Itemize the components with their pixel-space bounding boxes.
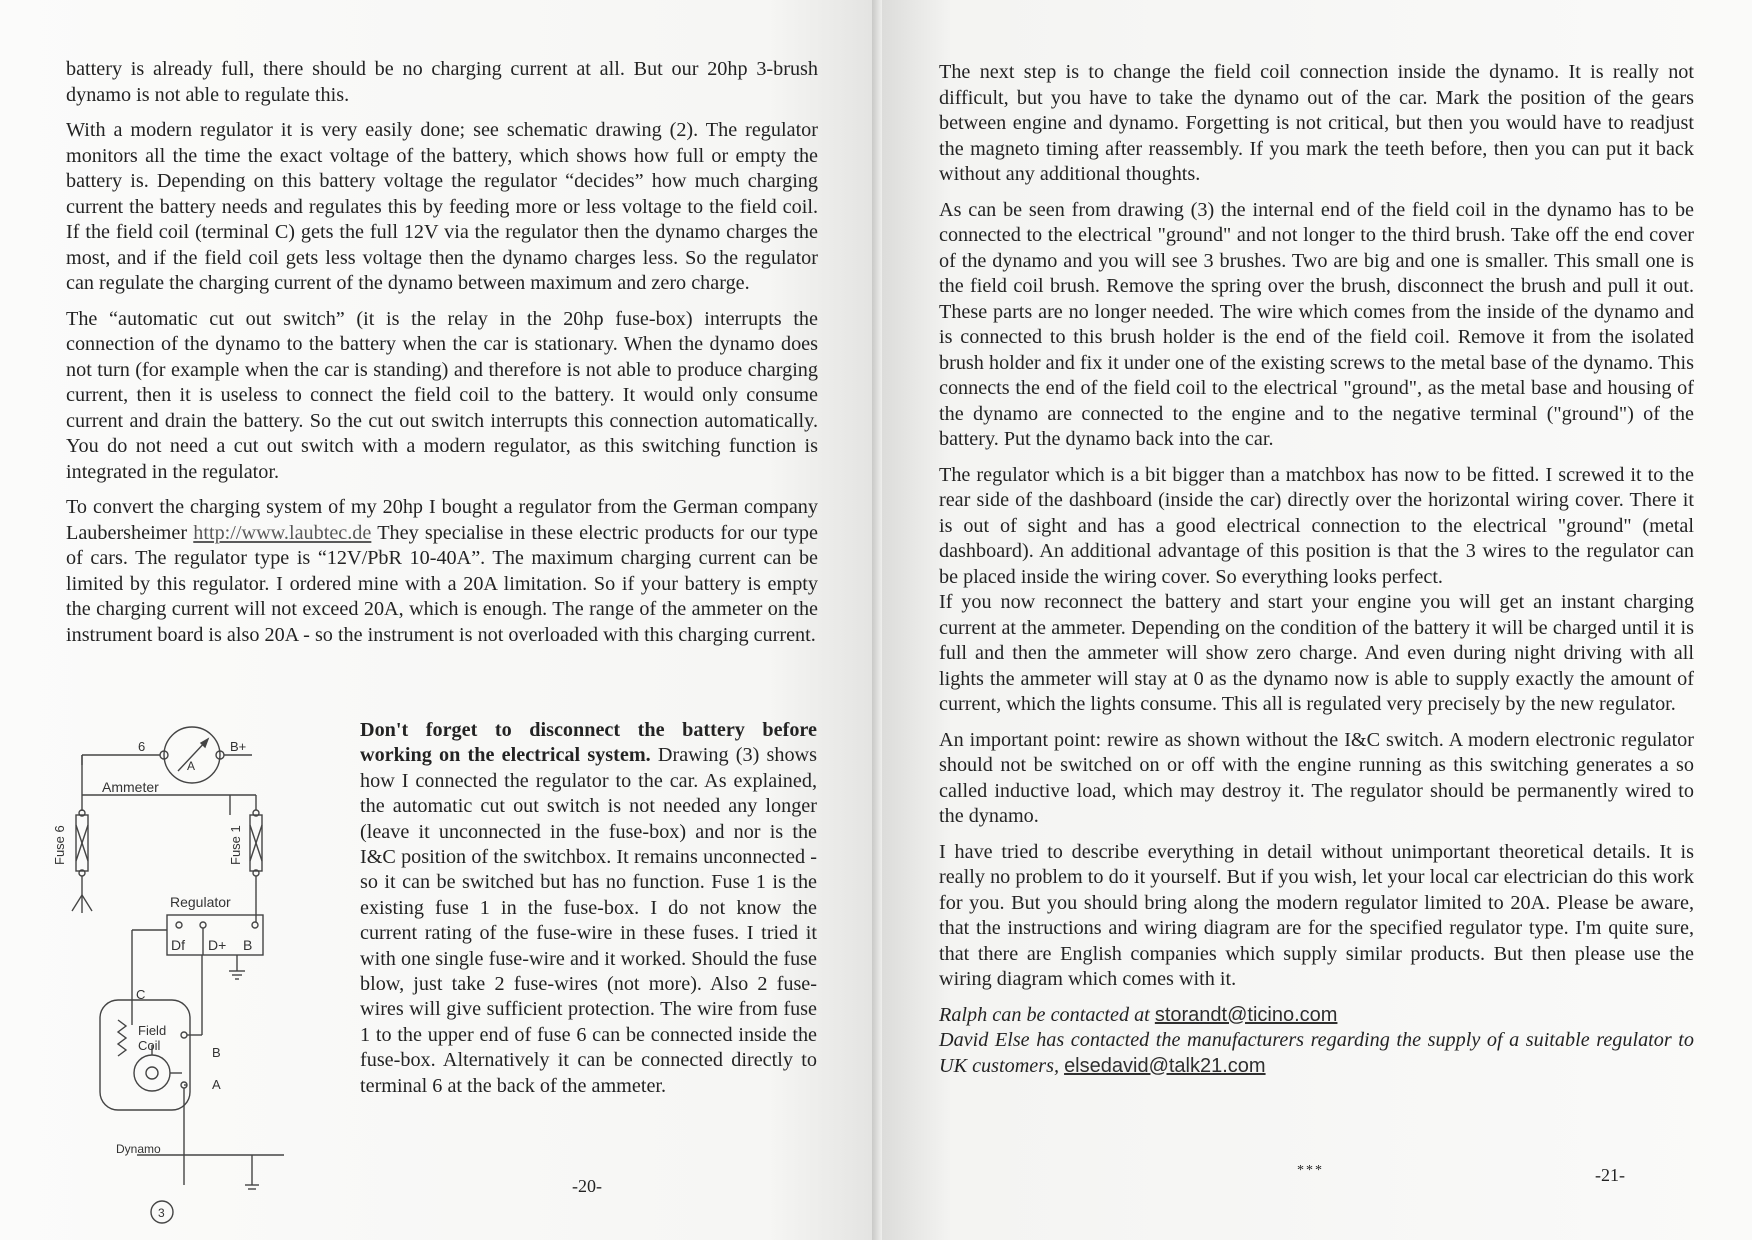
warning-heading: Don't forget to disconnect the battery before working on the electrical system. xyxy=(360,719,817,767)
ammeter-terminal-6: 6 xyxy=(138,739,146,754)
ammeter-terminal-bplus: B+ xyxy=(230,739,247,754)
regulator-label: Regulator xyxy=(170,894,231,910)
warning-column xyxy=(360,718,817,1099)
contact-david-text: David Else has contacted the manufacturers regarding the supply of a suitable regulator to UK customers, xyxy=(939,1029,1694,1077)
ammeter-symbol-label: A xyxy=(187,759,196,773)
page-number-left: -20- xyxy=(572,1176,602,1196)
paragraph-text: To convert the charging system of my 20hp I bought a regulator from the German company Laubersheimer xyxy=(66,496,818,544)
paragraph: The “automatic cut out switch” (it is the relay in the 20hp fuse-box) interrupts the connection of the dynamo to the battery when the car is stationary. When the dynamo does not turn (for example when the car is standing) and therefore is not able to produce charging current, then it is useless to connect the field coil to the battery. It would only consume current and drain the battery. So the cut out switch interrupts this connection automatically. You do not need a cut out switch with a modern regulator, as this switching function is integrated in the regulator. xyxy=(66,307,818,483)
left-page xyxy=(0,0,872,1240)
regulator-terminal-dplus: D+ xyxy=(208,937,227,953)
warning-body: Drawing (3) shows how I connected the regulator to the car. As explained, the automatic cut out switch is not needed any longer (leave it unconnected in the fuse-box) and nor is the I&C position of the switchbox. It remains unconnected - so it can be switched but has no function. Fuse 1 is the existing fuse 1 in the fuse-box. I do not know the current rating of the fuse-wire in these fuses. I tried it with one single fuse-wire and it worked. Should the fuse blow, just take 2 fuse-wires (not more). Also 2 fuse-wires will give sufficient protection. The wire from fuse 1 to the upper end of fuse 6 can be connected inside the fuse-box. Alternatively it can be connected directly to terminal 6 at the back of the ammeter. xyxy=(360,744,817,1097)
contact-david xyxy=(939,1028,1694,1079)
paragraph: I have tried to describe everything in detail without unimportant theoretical details. It is really no problem to do it yourself. But if you wish, let your local car electrician do this work for you. But you should bring along the modern regulator limited to 20A. Please be aware, that the instructions and wiring diagram are for the specified regulator type. I'm quite sure, that there are English companies which supply similar products. But then please use the wiring diagram which comes with it. xyxy=(939,840,1694,990)
section-separator-stars: *** xyxy=(1297,1163,1324,1178)
paragraph: The regulator which is a bit bigger than a matchbox has now to be fitted. I screwed it to the rear side of the dashboard (inside the car) directly over the horizontal wiring cover. There it is out of sight and has a good electrical connection to the electrical "ground" (metal dashboard). An additional advantage of this position is that the 3 wires to the regulator can be placed inside the wiring cover. So everything looks perfect. xyxy=(939,463,1694,588)
paragraph: With a modern regulator it is very easily done; see schematic drawing (2). The regulator monitors all the time the exact voltage of the battery, which shows how full or empty the battery is. Depending on this battery voltage the regulator “decides” how much charging current the battery needs and regulates this by feeding more or less voltage to the field coil. If the field coil (terminal C) gets the full 12V via the regulator then the dynamo charges the most, and if the field coil gets less voltage then the dynamo charges less. So the regulator can regulate the charging current of the dynamo between maximum and zero charge. xyxy=(66,119,818,294)
page-number-right: -21- xyxy=(1595,1165,1625,1185)
terminal-c-label: C xyxy=(136,987,146,1002)
terminal-b-label: B xyxy=(212,1045,221,1060)
left-page-body xyxy=(66,57,818,658)
contact-credits xyxy=(939,1003,1694,1080)
fuse-1-label: Fuse 1 xyxy=(228,825,243,865)
dynamo-symbol xyxy=(100,1000,190,1110)
paragraph: As can be seen from drawing (3) the internal end of the field coil in the dynamo has to be connected to the electrical "ground" and not longer to the third brush. Take off the end cover of the dynamo and you will see 3 brushes. Two are big and one is smaller. This small one is the field coil brush. Remove the spring over the brush, disconnect the brush and pull it out. These parts are no longer needed. The wire which comes from the inside of the dynamo and is connected to this brush holder is the end of the field coil. Remove it from the isolated brush holder and fix it under one of the existing screws to the metal base of the dynamo. This connects the end of the field coil to the electrical "ground", as the metal base and housing of the dynamo are connected to the engine and to the negative terminal ("ground") of the battery. Put the dynamo back into the car. xyxy=(939,198,1694,450)
terminal-a-label: A xyxy=(212,1077,221,1092)
regulator-terminal-b: B xyxy=(243,937,253,953)
field-coil-label-1: Field xyxy=(138,1023,167,1038)
contact-ralph xyxy=(939,1003,1694,1029)
paragraph: battery is already full, there should be no charging current at all. But our 20hp 3-brush dynamo is not able to regulate this. xyxy=(66,58,818,106)
paragraph: The next step is to change the field coil connection inside the dynamo. It is really not difficult, but you have to take the dynamo out of the car. Mark the position of the gears between engine and dynamo. Forgetting is not critical, but then you would have to readjust the magneto timing after reassembly. If you mark the teeth before, then you can put it back without any additional thoughts. xyxy=(939,61,1694,185)
contact-ralph-text: Ralph can be contacted at xyxy=(939,1003,1155,1026)
field-coil-label-2: Coil xyxy=(138,1038,161,1053)
drawing-number: 3 xyxy=(158,1206,165,1220)
wiring-diagram xyxy=(52,715,342,1240)
paragraph-text: They specialise in these electric products for our type of cars. The regulator type is “12V/PbR 10-40A”. The maximum charging current can be limited by this regulator. I ordered mine with a 20A limitation. So if your battery is empty the charging current will not exceed 20A, which is enough. The range of the ammeter on the instrument board is also 20A - so the instrument is not overloaded with this charging current. xyxy=(66,521,818,646)
right-page-body xyxy=(939,60,1694,1079)
paragraph-convert xyxy=(66,495,818,648)
laubtec-link[interactable]: http://www.laubtec.de xyxy=(193,521,372,544)
dynamo-label: Dynamo xyxy=(116,1142,161,1156)
david-email-link[interactable]: elsedavid@talk21.com xyxy=(1064,1054,1266,1077)
ralph-email-link[interactable]: storandt@ticino.com xyxy=(1154,1003,1338,1026)
fuse-6-label: Fuse 6 xyxy=(52,825,67,865)
book-gutter xyxy=(872,0,882,1240)
ammeter-symbol xyxy=(164,727,220,783)
regulator-terminal-df: Df xyxy=(171,937,185,953)
right-page xyxy=(882,0,1752,1240)
paragraph: An important point: rewire as shown without the I&C switch. A modern electronic regulator should not be switched on or off with the engine running as this switching generates a so called inductive load, which may destroy it. The regulator should be permanently wired to the dynamo. xyxy=(939,728,1694,827)
ammeter-label: Ammeter xyxy=(102,779,159,795)
paragraph: If you now reconnect the battery and start your engine you will get an instant charging current at the ammeter. Depending on the condition of the battery it will be charged until it is full and then the ammeter will show zero charge. And even during night driving with all lights the ammeter will stay at 0 as the dynamo now is able to supply exactly the amount of current, which the lights consume. This all is regulated very precisely by the new regulator. xyxy=(939,591,1694,715)
